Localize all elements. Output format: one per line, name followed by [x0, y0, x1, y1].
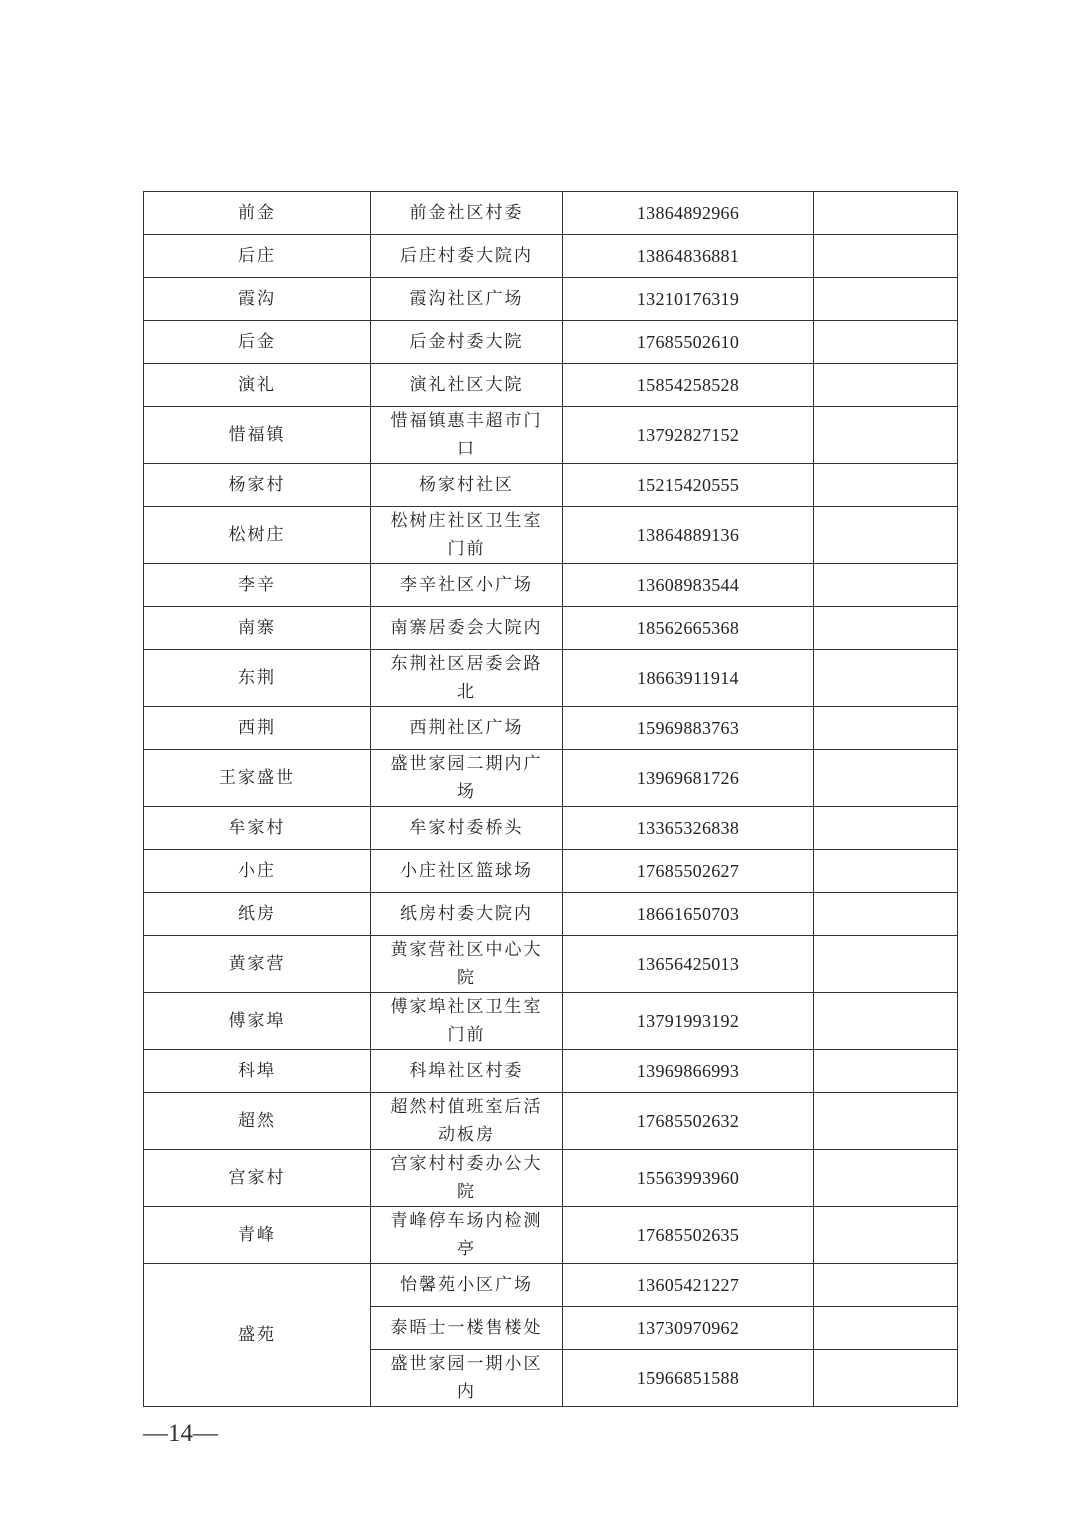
note-cell	[814, 893, 958, 936]
village-cell: 惜福镇	[144, 407, 371, 464]
phone-cell: 13864889136	[563, 507, 814, 564]
note-cell	[814, 564, 958, 607]
table-row	[144, 650, 958, 707]
village-cell: 前金	[144, 192, 371, 235]
location-cell: 后庄村委大院内	[371, 235, 563, 278]
table-row	[144, 707, 958, 750]
village-cell: 牟家村	[144, 807, 371, 850]
table-row	[144, 1264, 958, 1307]
location-cell: 泰晤士一楼售楼处	[371, 1307, 563, 1350]
note-cell	[814, 1307, 958, 1350]
phone-cell: 13864836881	[563, 235, 814, 278]
phone-cell: 17685502610	[563, 321, 814, 364]
table-row	[144, 893, 958, 936]
phone-cell: 18661650703	[563, 893, 814, 936]
location-cell: 怡馨苑小区广场	[371, 1264, 563, 1307]
table-row	[144, 564, 958, 607]
location-cell: 纸房村委大院内	[371, 893, 563, 936]
table-row	[144, 993, 958, 1050]
phone-cell: 13608983544	[563, 564, 814, 607]
table-row	[144, 1050, 958, 1093]
phone-cell: 13365326838	[563, 807, 814, 850]
location-cell: 西荆社区广场	[371, 707, 563, 750]
note-cell	[814, 1264, 958, 1307]
location-cell: 南寨居委会大院内	[371, 607, 563, 650]
location-cell: 青峰停车场内检测亭	[371, 1207, 563, 1264]
village-cell: 盛苑	[144, 1264, 371, 1407]
note-cell	[814, 993, 958, 1050]
table-row	[144, 192, 958, 235]
village-cell: 西荆	[144, 707, 371, 750]
phone-cell: 13864892966	[563, 192, 814, 235]
location-cell: 盛世家园一期小区内	[371, 1350, 563, 1407]
village-cell: 黄家营	[144, 936, 371, 993]
phone-cell: 15854258528	[563, 364, 814, 407]
location-cell: 惜福镇惠丰超市门口	[371, 407, 563, 464]
location-cell: 盛世家园二期内广场	[371, 750, 563, 807]
phone-cell: 18562665368	[563, 607, 814, 650]
village-cell: 后庄	[144, 235, 371, 278]
phone-cell: 15969883763	[563, 707, 814, 750]
table-row	[144, 364, 958, 407]
table-row	[144, 464, 958, 507]
table-row	[144, 750, 958, 807]
table-row	[144, 850, 958, 893]
village-cell: 杨家村	[144, 464, 371, 507]
table-row	[144, 321, 958, 364]
phone-cell: 13969866993	[563, 1050, 814, 1093]
location-cell: 小庄社区篮球场	[371, 850, 563, 893]
note-cell	[814, 278, 958, 321]
page-number: —14—	[143, 1420, 218, 1447]
table-row	[144, 607, 958, 650]
note-cell	[814, 750, 958, 807]
village-cell: 东荆	[144, 650, 371, 707]
location-cell: 牟家村委桥头	[371, 807, 563, 850]
note-cell	[814, 464, 958, 507]
location-cell: 霞沟社区广场	[371, 278, 563, 321]
phone-cell: 13791993192	[563, 993, 814, 1050]
phone-cell: 17685502627	[563, 850, 814, 893]
village-cell: 小庄	[144, 850, 371, 893]
note-cell	[814, 507, 958, 564]
village-cell: 演礼	[144, 364, 371, 407]
location-cell: 后金村委大院	[371, 321, 563, 364]
village-cell: 纸房	[144, 893, 371, 936]
location-cell: 杨家村社区	[371, 464, 563, 507]
phone-cell: 13656425013	[563, 936, 814, 993]
village-cell: 松树庄	[144, 507, 371, 564]
table-row	[144, 278, 958, 321]
location-cell: 李辛社区小广场	[371, 564, 563, 607]
note-cell	[814, 235, 958, 278]
note-cell	[814, 192, 958, 235]
phone-cell: 15215420555	[563, 464, 814, 507]
note-cell	[814, 807, 958, 850]
location-cell: 宫家村村委办公大院	[371, 1150, 563, 1207]
village-cell: 李辛	[144, 564, 371, 607]
phone-cell: 17685502635	[563, 1207, 814, 1264]
village-cell: 霞沟	[144, 278, 371, 321]
table-row	[144, 936, 958, 993]
note-cell	[814, 407, 958, 464]
location-cell: 前金社区村委	[371, 192, 563, 235]
village-cell: 科埠	[144, 1050, 371, 1093]
note-cell	[814, 1093, 958, 1150]
phone-cell: 13605421227	[563, 1264, 814, 1307]
phone-cell: 13969681726	[563, 750, 814, 807]
phone-cell: 17685502632	[563, 1093, 814, 1150]
village-cell: 青峰	[144, 1207, 371, 1264]
location-cell: 黄家营社区中心大院	[371, 936, 563, 993]
table-row	[144, 407, 958, 464]
note-cell	[814, 850, 958, 893]
testing-sites-table	[143, 191, 958, 1407]
note-cell	[814, 1207, 958, 1264]
note-cell	[814, 1350, 958, 1407]
location-cell: 超然村值班室后活动板房	[371, 1093, 563, 1150]
village-cell: 傅家埠	[144, 993, 371, 1050]
note-cell	[814, 707, 958, 750]
table-row	[144, 1150, 958, 1207]
phone-cell: 13210176319	[563, 278, 814, 321]
table-row	[144, 507, 958, 564]
phone-cell: 15966851588	[563, 1350, 814, 1407]
table-row	[144, 807, 958, 850]
phone-cell: 18663911914	[563, 650, 814, 707]
note-cell	[814, 321, 958, 364]
phone-cell: 13730970962	[563, 1307, 814, 1350]
location-cell: 松树庄社区卫生室门前	[371, 507, 563, 564]
note-cell	[814, 364, 958, 407]
location-cell: 演礼社区大院	[371, 364, 563, 407]
phone-cell: 15563993960	[563, 1150, 814, 1207]
village-cell: 后金	[144, 321, 371, 364]
location-cell: 科埠社区村委	[371, 1050, 563, 1093]
note-cell	[814, 607, 958, 650]
table-row	[144, 1093, 958, 1150]
table-row	[144, 235, 958, 278]
note-cell	[814, 936, 958, 993]
village-cell: 超然	[144, 1093, 371, 1150]
village-cell: 南寨	[144, 607, 371, 650]
village-cell: 宫家村	[144, 1150, 371, 1207]
table-body	[144, 192, 958, 1407]
phone-cell: 13792827152	[563, 407, 814, 464]
table-row	[144, 1207, 958, 1264]
location-cell: 傅家埠社区卫生室门前	[371, 993, 563, 1050]
note-cell	[814, 650, 958, 707]
location-cell: 东荆社区居委会路北	[371, 650, 563, 707]
note-cell	[814, 1150, 958, 1207]
village-cell: 王家盛世	[144, 750, 371, 807]
note-cell	[814, 1050, 958, 1093]
